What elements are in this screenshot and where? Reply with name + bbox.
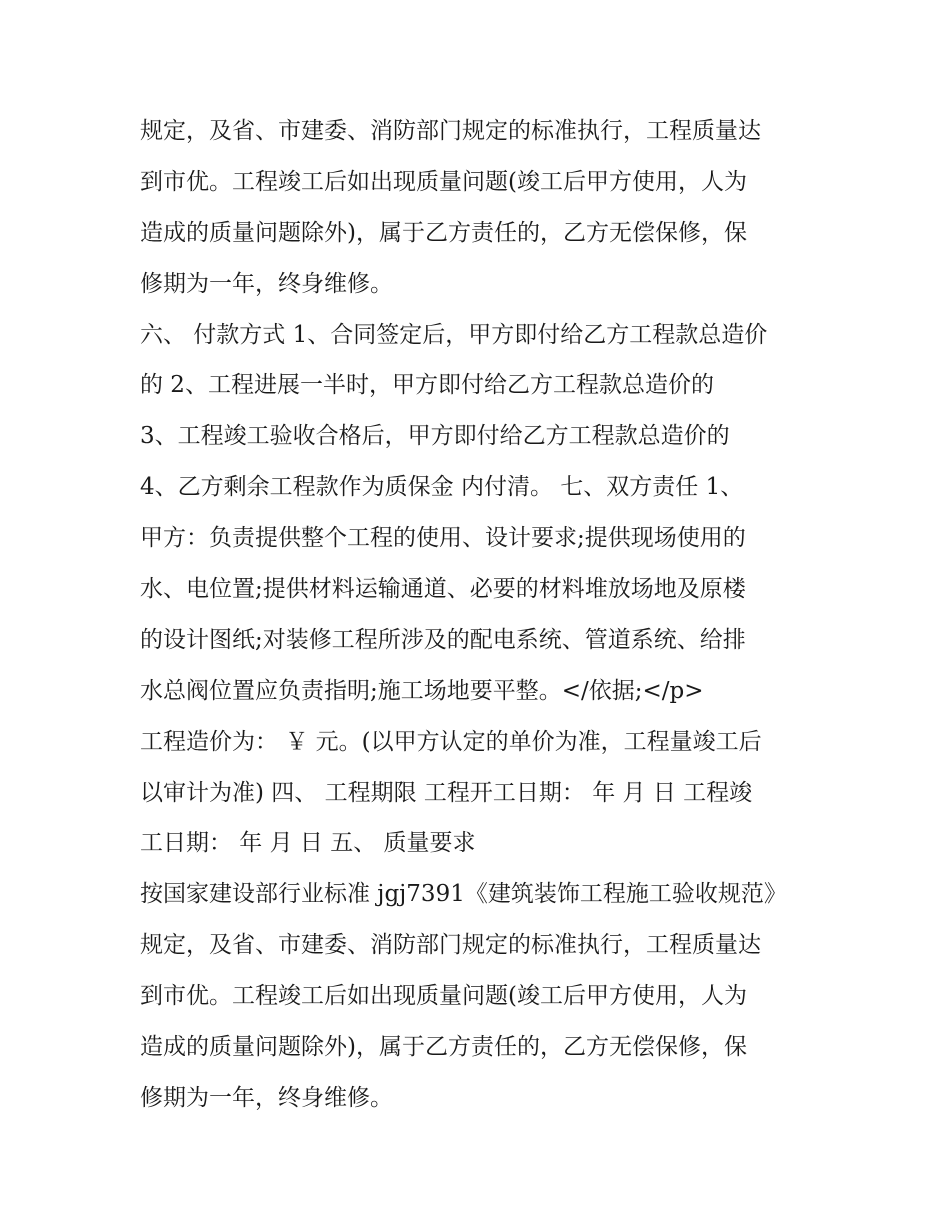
- text-line: 工程造价为： ￥ 元。(以甲方认定的单价为准，工程量竣工后: [140, 728, 762, 755]
- text-line: 修期为一年，终身维修。: [140, 270, 393, 297]
- text-line: 工日期： 年 月 日 五、 质量要求: [140, 830, 476, 857]
- text-line: 水、电位置;提供材料运输通道、必要的材料堆放场地及原楼: [140, 576, 746, 603]
- text-line: 六、 付款方式 1、合同签定后，甲方即付给乙方工程款总造价: [140, 321, 768, 348]
- document-body: [140, 106, 840, 1124]
- text-line: 甲方：负责提供整个工程的使用、设计要求;提供现场使用的: [140, 525, 746, 552]
- text-line: 按国家建设部行业标准 jgj7391《建筑装饰工程施工验收规范》: [140, 881, 787, 908]
- text-line: 修期为一年，终身维修。: [140, 1084, 393, 1111]
- text-line: 的设计图纸;对装修工程所涉及的配电系统、管道系统、给排: [140, 626, 746, 653]
- text-line: 3、工程竣工验收合格后，甲方即付给乙方工程款总造价的: [140, 423, 730, 450]
- text-line: 以审计为准) 四、 工程期限 工程开工日期： 年 月 日 工程竣: [140, 779, 753, 806]
- text-line: 规定，及省、市建委、消防部门规定的标准执行，工程质量达: [140, 932, 761, 959]
- text-line: 造成的质量问题除外)，属于乙方责任的，乙方无偿保修，保: [140, 1034, 747, 1061]
- text-line: 到市优。工程竣工后如出现质量问题(竣工后甲方使用，人为: [140, 168, 747, 195]
- text-line: 到市优。工程竣工后如出现质量问题(竣工后甲方使用，人为: [140, 983, 747, 1010]
- text-line: 的 2、工程进展一半时，甲方即付给乙方工程款总造价的: [140, 372, 714, 399]
- text-line: 造成的质量问题除外)，属于乙方责任的，乙方无偿保修，保: [140, 219, 747, 246]
- text-line: 4、乙方剩余工程款作为质保金 内付清。 七、双方责任 1、: [140, 474, 744, 501]
- text-line: 水总阀位置应负责指明;施工场地要平整。</依据;</p>: [140, 677, 704, 704]
- text-line: 规定，及省、市建委、消防部门规定的标准执行，工程质量达: [140, 118, 761, 144]
